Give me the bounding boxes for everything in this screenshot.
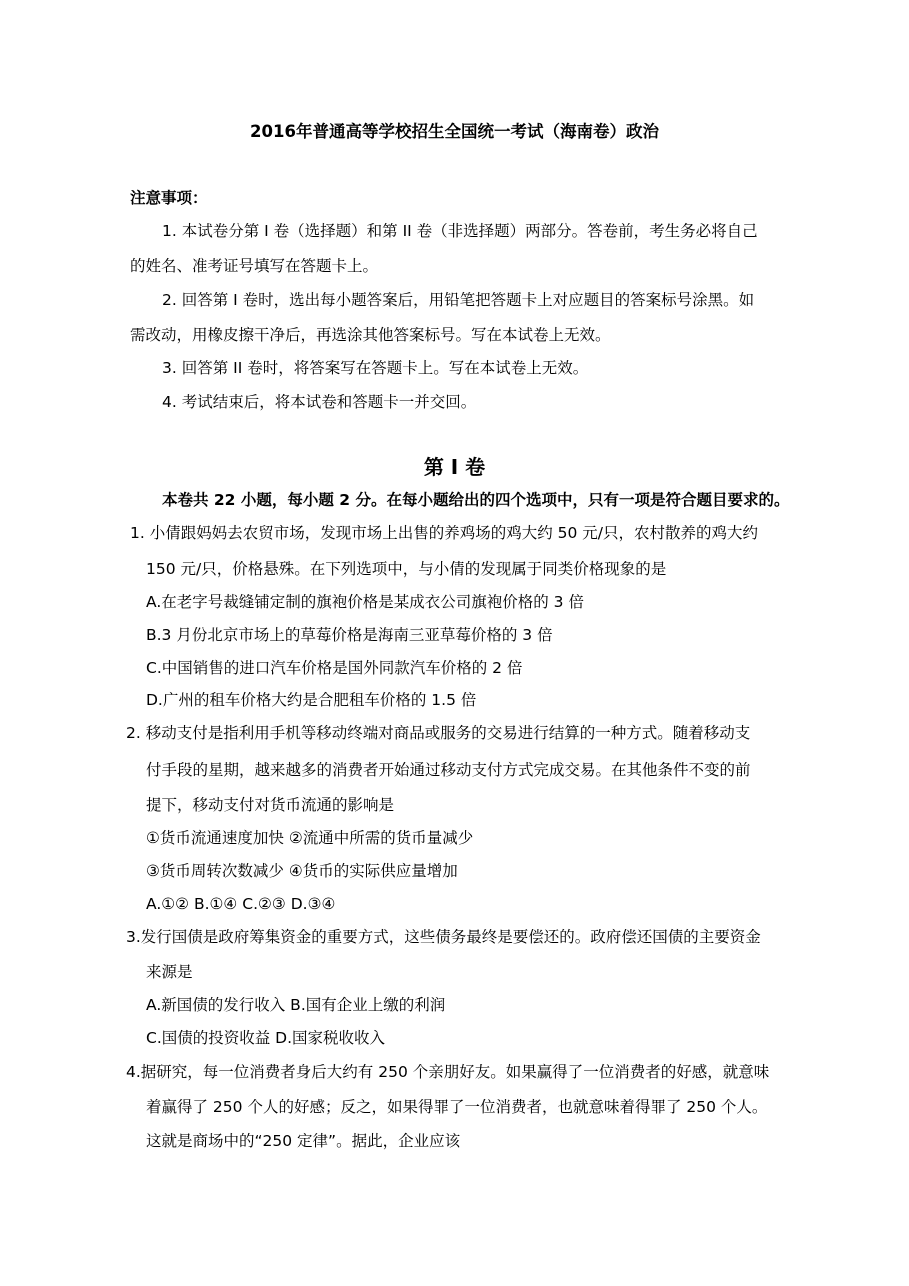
question-1-option: C.中国销售的进口汽车价格是国外同款汽车价格的 2 倍 [146,659,523,677]
question-1-stem: 1. 小倩跟妈妈去农贸市场，发现市场上出售的养鸡场的鸡大约 50 元/只，农村散养的鸡大约 [130,524,759,542]
question-2-answer-choices: A.①② B.①④ C.②③ D.③④ [146,895,336,913]
notice-heading: 注意事项： [130,189,208,207]
question-1-stem: 150 元/只，价格悬殊。在下列选项中，与小倩的发现属于同类价格现象的是 [146,560,667,578]
exam-title: 2016年普通高等学校招生全国统一考试（海南卷）政治 [250,122,659,141]
question-3-option: A.新国债的发行收入 B.国有企业上缴的利润 [146,996,446,1014]
question-3-stem: 3.发行国债是政府筹集资金的重要方式，这些债务最终是要偿还的。政府偿还国债的主要资金 [126,928,761,946]
question-2-stem: 2. 移动支付是指利用手机等移动终端对商品或服务的交易进行结算的一种方式。随着移动支 [126,724,751,742]
question-2-stem: 提下，移动支付对货币流通的影响是 [146,796,395,814]
question-4-stem: 4.据研究，每一位消费者身后大约有 250 个亲朋好友。如果赢得了一位消费者的好感，就意味 [126,1063,770,1081]
question-3-stem: 来源是 [146,963,193,981]
notice-line: 1. 本试卷分第 I 卷（选择题）和第 II 卷（非选择题）两部分。答卷前，考生务必将自己 [162,222,758,240]
question-2-option: ①货币流通速度加快 ②流通中所需的货币量减少 [146,829,474,847]
question-1-option: A.在老字号裁缝铺定制的旗袍价格是某成衣公司旗袍价格的 3 倍 [146,593,584,611]
question-3-option: C.国债的投资收益 D.国家税收收入 [146,1029,386,1047]
question-2-option: ③货币周转次数减少 ④货币的实际供应量增加 [146,862,458,880]
question-4-stem: 这就是商场中的“250 定律”。据此，企业应该 [146,1132,461,1150]
section-description: 本卷共 22 小题，每小题 2 分。在每小题给出的四个选项中，只有一项是符合题目要求的。 [162,491,790,509]
notice-line: 2. 回答第 I 卷时，选出每小题答案后，用铅笔把答题卡上对应题目的答案标号涂黑。如 [162,291,755,309]
notice-line: 需改动，用橡皮擦干净后，再选涂其他答案标号。写在本试卷上无效。 [130,326,611,344]
question-2-stem: 付手段的星期，越来越多的消费者开始通过移动支付方式完成交易。在其他条件不变的前 [146,761,751,779]
question-1-option: D.广州的租车价格大约是合肥租车价格的 1.5 倍 [146,691,477,709]
notice-line: 4. 考试结束后，将本试卷和答题卡一并交回。 [162,393,477,411]
section-title: 第 I 卷 [423,455,486,479]
notice-line: 的姓名、准考证号填写在答题卡上。 [130,257,379,275]
question-4-stem: 着赢得了 250 个人的好感；反之，如果得罪了一位消费者，也就意味着得罪了 250 个人。 [146,1098,768,1116]
question-1-option: B.3 月份北京市场上的草莓价格是海南三亚草莓价格的 3 倍 [146,626,553,644]
notice-line: 3. 回答第 II 卷时，将答案写在答题卡上。写在本试卷上无效。 [162,359,589,377]
